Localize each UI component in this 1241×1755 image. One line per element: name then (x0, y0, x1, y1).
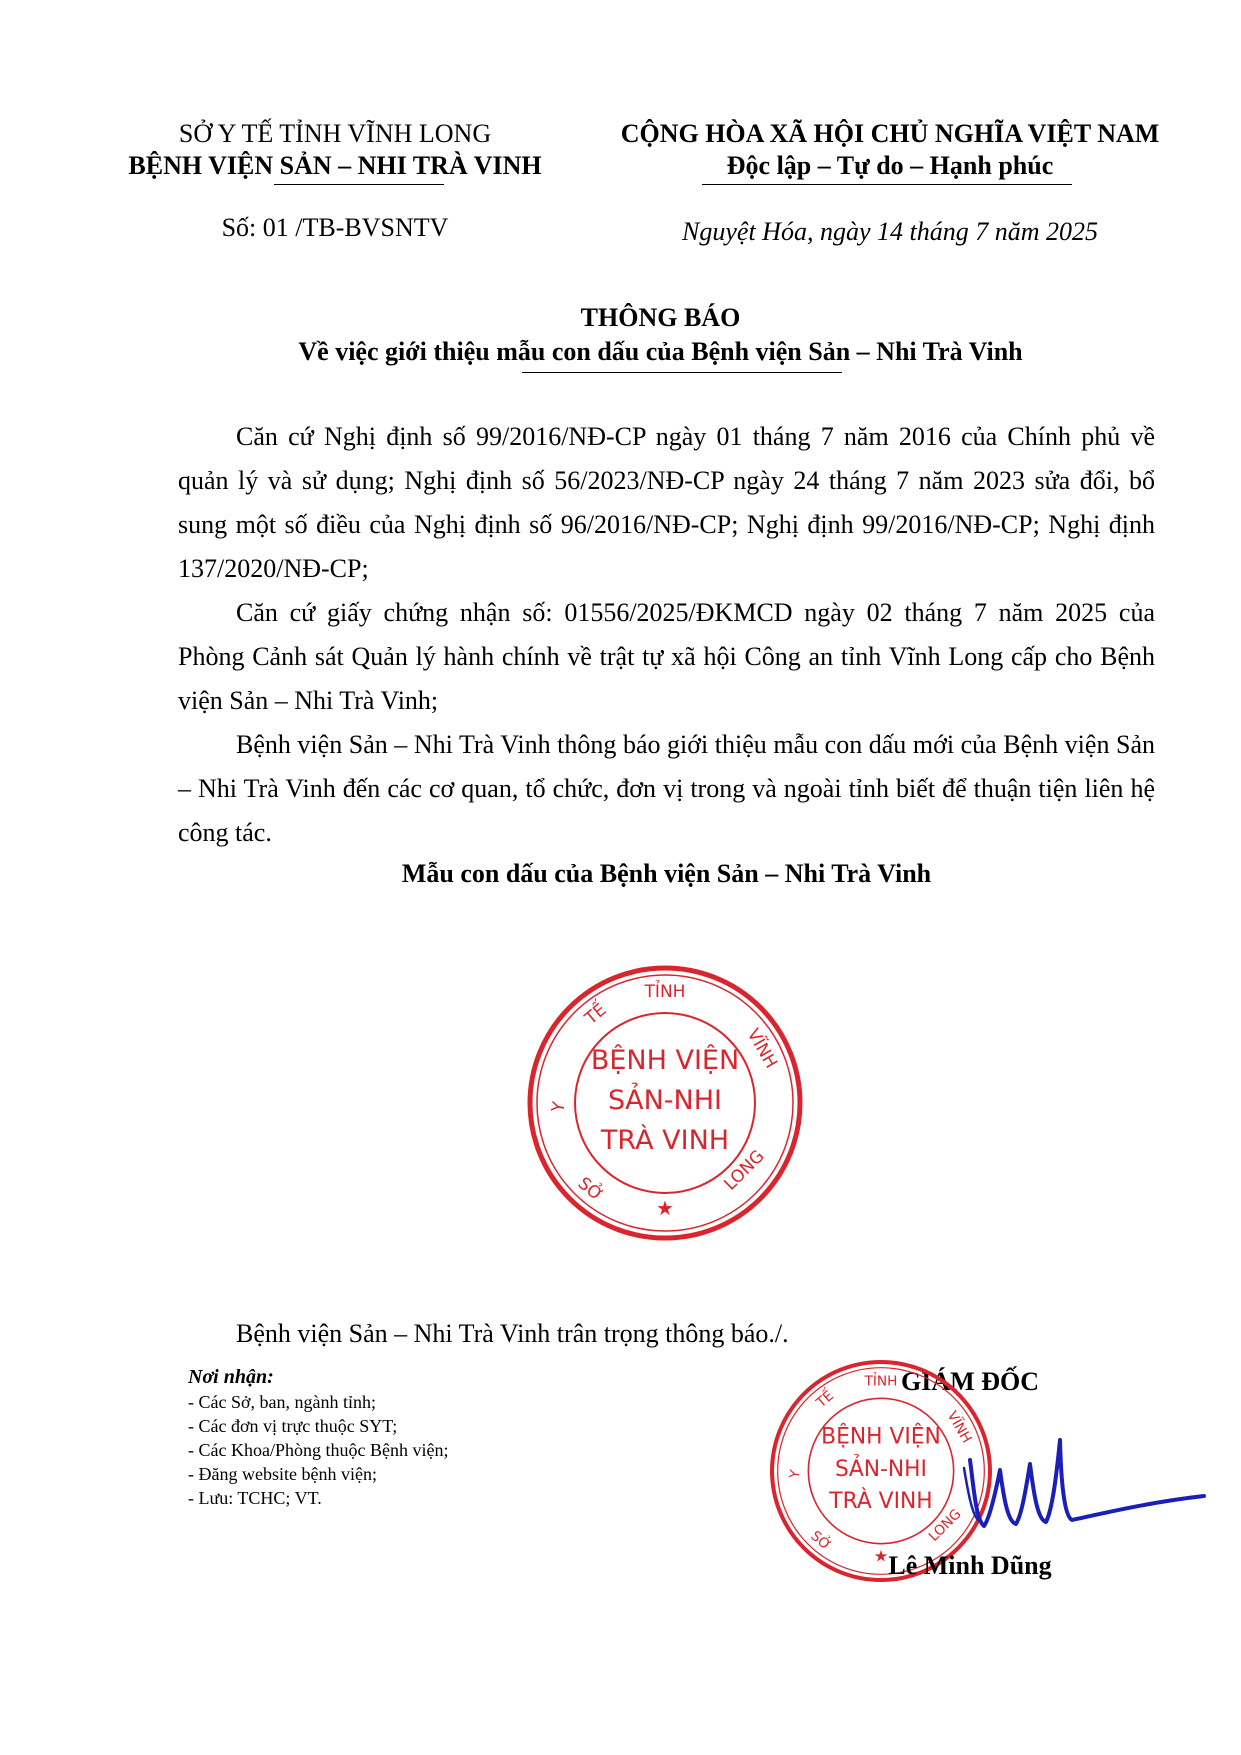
agency-name: SỞ Y TẾ TỈNH VĨNH LONG (178, 119, 492, 148)
svg-text:TRÀ VINH: TRÀ VINH (829, 1489, 933, 1515)
svg-text:LONG: LONG (925, 1506, 965, 1545)
motto-underline (702, 184, 1072, 185)
svg-text:VĨNH: VĨNH (742, 1025, 782, 1073)
svg-text:TỈNH: TỈNH (644, 982, 686, 1002)
svg-text:SẢN-NHI: SẢN-NHI (607, 1085, 723, 1116)
recipients-list (188, 1390, 448, 1510)
svg-text:LONG: LONG (720, 1146, 769, 1195)
seal-heading: Mẫu con dấu của Bệnh viện Sản – Nhi Trà Vinh (401, 859, 932, 888)
svg-text:BỆNH VIỆN: BỆNH VIỆN (821, 1424, 941, 1450)
svg-text:TRÀ VINH: TRÀ VINH (600, 1125, 730, 1156)
paragraph-announcement: Bệnh viện Sản – Nhi Trà Vinh thông báo giới thiệu mẫu con dấu mới của Bệnh viện Sản – Nhi Trà Vinh đến các cơ quan, tổ chức, đơn vị trong và ngoài tỉnh biết để thuận tiện liên hệ công tác. (178, 730, 1155, 847)
svg-text:★: ★ (873, 1546, 889, 1566)
recipient-item: - Các đơn vị trực thuộc SYT; (188, 1416, 398, 1436)
recipient-item: - Lưu: TCHC; VT. (188, 1488, 322, 1508)
recipients-heading: Nơi nhận: (188, 1366, 274, 1388)
place-date: Nguyệt Hóa, ngày 14 tháng 7 năm 2025 (682, 217, 1098, 246)
svg-text:Y: Y (548, 1100, 570, 1114)
document-subject: Về việc giới thiệu mẫu con dấu của Bệnh viện Sản – Nhi Trà Vinh (298, 337, 1023, 366)
svg-text:SẢN-NHI: SẢN-NHI (835, 1456, 927, 1482)
svg-text:★: ★ (656, 1196, 674, 1220)
closing-statement: Bệnh viện Sản – Nhi Trà Vinh trân trọng thông báo./. (236, 1319, 789, 1348)
svg-text:Y: Y (786, 1468, 805, 1480)
svg-text:BỆNH VIỆN: BỆNH VIỆN (590, 1045, 740, 1076)
seal-sample-stamp (525, 963, 805, 1243)
recipients-block (188, 1364, 448, 1510)
handwritten-signature (960, 1430, 1210, 1540)
svg-text:VĨNH: VĨNH (943, 1408, 975, 1446)
organization-name: BỆNH VIỆN SẢN – NHI TRÀ VINH (128, 151, 542, 180)
subject-underline (522, 372, 842, 373)
svg-text:TẾ: TẾ (581, 999, 611, 1029)
header-left (120, 118, 550, 182)
recipient-item: - Đăng website bệnh viện; (188, 1464, 377, 1484)
paragraph-legal-basis-1: Căn cứ Nghị định số 99/2016/NĐ-CP ngày 01 tháng 7 năm 2016 của Chính phủ về quản lý và sử dụng; Nghị định số 56/2023/NĐ-CP ngày 24 tháng 7 năm 2023 sửa đổi, bổ sung một số điều của Nghị định số 96/2016/NĐ-CP; Nghị định 99/2016/NĐ-CP; Nghị định 137/2020/NĐ-CP; (178, 422, 1155, 583)
signer-title: GIÁM ĐỐC (901, 1367, 1039, 1396)
paragraph-legal-basis-2: Căn cứ giấy chứng nhận số: 01556/2025/ĐKMCD ngày 02 tháng 7 năm 2025 của Phòng Cảnh sát Quản lý hành chính về trật tự xã hội Công an tỉnh Vĩnh Long cấp cho Bệnh viện Sản – Nhi Trà Vinh; (178, 598, 1155, 715)
svg-text:TẾ: TẾ (813, 1387, 837, 1412)
recipient-item: - Các Sở, ban, ngành tỉnh; (188, 1392, 376, 1412)
header-right (600, 118, 1180, 182)
recipient-item: - Các Khoa/Phòng thuộc Bệnh viện; (188, 1440, 449, 1460)
signer-name: Lê Minh Dũng (888, 1551, 1052, 1580)
svg-text:TỈNH: TỈNH (864, 1373, 898, 1390)
nation-name: CỘNG HÒA XÃ HỘI CHỦ NGHĨA VIỆT NAM (620, 119, 1160, 148)
doc-number: Số: 01 /TB-BVSNTV (221, 213, 449, 242)
svg-text:SỞ: SỞ (573, 1173, 607, 1206)
national-motto: Độc lập – Tự do – Hạnh phúc (726, 151, 1054, 180)
svg-text:SỞ: SỞ (807, 1527, 834, 1554)
document-title: THÔNG BÁO (580, 303, 741, 332)
org-underline (274, 184, 444, 185)
